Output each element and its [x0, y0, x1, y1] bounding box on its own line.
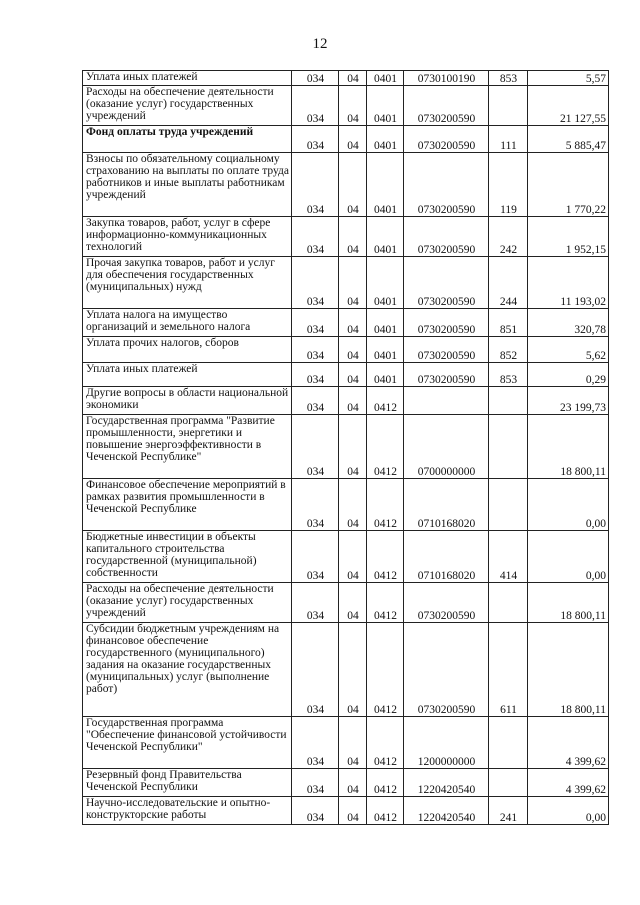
amount-cell: 5,57 [528, 71, 609, 86]
ministry-code-cell: 034 [292, 415, 339, 479]
amount-cell: 21 127,55 [528, 86, 609, 126]
amount-cell: 18 800,11 [528, 623, 609, 717]
section-code-cell: 04 [339, 623, 367, 717]
expense-type-cell: 241 [489, 797, 528, 825]
table-row [83, 479, 609, 531]
amount-cell: 0,29 [528, 363, 609, 387]
ministry-code-cell: 034 [292, 387, 339, 415]
subsection-code-cell: 0401 [367, 363, 404, 387]
expense-type-cell: 244 [489, 257, 528, 309]
amount-cell: 4 399,62 [528, 769, 609, 797]
section-code-cell: 04 [339, 415, 367, 479]
subsection-code-cell: 0401 [367, 217, 404, 257]
amount-cell: 23 199,73 [528, 387, 609, 415]
ministry-code-cell: 034 [292, 623, 339, 717]
target-article-cell: 0730200590 [404, 583, 489, 623]
subsection-code-cell: 0401 [367, 337, 404, 363]
ministry-code-cell: 034 [292, 309, 339, 337]
target-article-cell: 0730200590 [404, 337, 489, 363]
table-row [83, 583, 609, 623]
table-row [83, 387, 609, 415]
section-code-cell: 04 [339, 363, 367, 387]
table-row [83, 309, 609, 337]
table-row [83, 337, 609, 363]
ministry-code-cell: 034 [292, 257, 339, 309]
row-name-cell: Расходы на обеспечение деятельности (оказание услуг) государственных учреждений [83, 583, 292, 623]
subsection-code-cell: 0401 [367, 309, 404, 337]
section-code-cell: 04 [339, 257, 367, 309]
table-row [83, 86, 609, 126]
subsection-code-cell: 0401 [367, 86, 404, 126]
target-article-cell: 0730200590 [404, 153, 489, 217]
table-row [83, 217, 609, 257]
subsection-code-cell: 0412 [367, 769, 404, 797]
section-code-cell: 04 [339, 583, 367, 623]
section-code-cell: 04 [339, 387, 367, 415]
expense-type-cell: 414 [489, 531, 528, 583]
section-code-cell: 04 [339, 337, 367, 363]
target-article-cell: 1220420540 [404, 769, 489, 797]
row-name-cell: Субсидии бюджетным учреждениям на финансовое обеспечение государственного (муниципального) задания на оказание государственных (муниципальных) услуг (выполнение работ) [83, 623, 292, 717]
row-name-cell: Прочая закупка товаров, работ и услуг для обеспечения государственных (муниципальных) нужд [83, 257, 292, 309]
table-body [83, 71, 609, 825]
row-name-cell: Уплата прочих налогов, сборов [83, 337, 292, 363]
expense-type-cell [489, 583, 528, 623]
ministry-code-cell: 034 [292, 337, 339, 363]
section-code-cell: 04 [339, 717, 367, 769]
section-code-cell: 04 [339, 71, 367, 86]
expense-type-cell: 111 [489, 126, 528, 153]
section-code-cell: 04 [339, 217, 367, 257]
ministry-code-cell: 034 [292, 217, 339, 257]
row-name-cell: Государственная программа "Обеспечение финансовой устойчивости Чеченской Республики" [83, 717, 292, 769]
subsection-code-cell: 0412 [367, 583, 404, 623]
amount-cell: 0,00 [528, 531, 609, 583]
subsection-code-cell: 0412 [367, 717, 404, 769]
row-name-cell: Уплата иных платежей [83, 363, 292, 387]
row-name-cell: Бюджетные инвестиции в объекты капитального строительства государственной (муниципальной) собственности [83, 531, 292, 583]
ministry-code-cell: 034 [292, 363, 339, 387]
target-article-cell: 0730200590 [404, 363, 489, 387]
expense-type-cell: 853 [489, 71, 528, 86]
expense-type-cell [489, 769, 528, 797]
row-name-cell: Уплата налога на имущество организаций и земельного налога [83, 309, 292, 337]
table-row [83, 717, 609, 769]
target-article-cell: 0730200590 [404, 257, 489, 309]
row-name-cell: Уплата иных платежей [83, 71, 292, 86]
ministry-code-cell: 034 [292, 153, 339, 217]
section-code-cell: 04 [339, 531, 367, 583]
budget-table [82, 70, 609, 825]
row-name-cell: Другие вопросы в области национальной экономики [83, 387, 292, 415]
target-article-cell: 1200000000 [404, 717, 489, 769]
subsection-code-cell: 0412 [367, 479, 404, 531]
ministry-code-cell: 034 [292, 583, 339, 623]
table-row [83, 531, 609, 583]
subsection-code-cell: 0412 [367, 623, 404, 717]
subsection-code-cell: 0401 [367, 153, 404, 217]
expense-type-cell: 851 [489, 309, 528, 337]
subsection-code-cell: 0412 [367, 387, 404, 415]
table-row [83, 257, 609, 309]
table-row [83, 126, 609, 153]
amount-cell: 1 770,22 [528, 153, 609, 217]
expense-type-cell [489, 479, 528, 531]
amount-cell: 320,78 [528, 309, 609, 337]
table-row [83, 153, 609, 217]
target-article-cell: 0730200590 [404, 623, 489, 717]
row-name-cell: Расходы на обеспечение деятельности (оказание услуг) государственных учреждений [83, 86, 292, 126]
page-number: 12 [312, 36, 328, 52]
subsection-code-cell: 0412 [367, 415, 404, 479]
ministry-code-cell: 034 [292, 479, 339, 531]
target-article-cell: 0730100190 [404, 71, 489, 86]
target-article-cell: 0730200590 [404, 86, 489, 126]
ministry-code-cell: 034 [292, 797, 339, 825]
amount-cell: 0,00 [528, 797, 609, 825]
row-name-cell: Научно-исследовательские и опытно-конструкторские работы [83, 797, 292, 825]
section-code-cell: 04 [339, 769, 367, 797]
subsection-code-cell: 0401 [367, 126, 404, 153]
table-row [83, 71, 609, 86]
amount-cell: 1 952,15 [528, 217, 609, 257]
amount-cell: 18 800,11 [528, 415, 609, 479]
expense-type-cell: 852 [489, 337, 528, 363]
section-code-cell: 04 [339, 153, 367, 217]
row-name-cell: Резервный фонд Правительства Чеченской Республики [83, 769, 292, 797]
subsection-code-cell: 0401 [367, 257, 404, 309]
row-name-cell: Закупка товаров, работ, услуг в сфере информационно-коммуникационных технологий [83, 217, 292, 257]
section-code-cell: 04 [339, 86, 367, 126]
ministry-code-cell: 034 [292, 86, 339, 126]
expense-type-cell: 853 [489, 363, 528, 387]
row-name-cell: Взносы по обязательному социальному страхованию на выплаты по оплате труда работников и иные выплаты работникам учреждений [83, 153, 292, 217]
ministry-code-cell: 034 [292, 71, 339, 86]
amount-cell: 5 885,47 [528, 126, 609, 153]
expense-type-cell [489, 86, 528, 126]
expense-type-cell: 119 [489, 153, 528, 217]
section-code-cell: 04 [339, 797, 367, 825]
target-article-cell: 0710168020 [404, 531, 489, 583]
table-row [83, 797, 609, 825]
amount-cell: 4 399,62 [528, 717, 609, 769]
table-row [83, 415, 609, 479]
subsection-code-cell: 0401 [367, 71, 404, 86]
amount-cell: 11 193,02 [528, 257, 609, 309]
amount-cell: 5,62 [528, 337, 609, 363]
expense-type-cell [489, 387, 528, 415]
expense-type-cell: 242 [489, 217, 528, 257]
amount-cell: 18 800,11 [528, 583, 609, 623]
target-article-cell: 0730200590 [404, 126, 489, 153]
target-article-cell: 1220420540 [404, 797, 489, 825]
target-article-cell: 0710168020 [404, 479, 489, 531]
expense-type-cell: 611 [489, 623, 528, 717]
target-article-cell [404, 387, 489, 415]
row-name-cell: Фонд оплаты труда учреждений [83, 126, 292, 153]
target-article-cell: 0700000000 [404, 415, 489, 479]
subsection-code-cell: 0412 [367, 531, 404, 583]
amount-cell: 0,00 [528, 479, 609, 531]
section-code-cell: 04 [339, 126, 367, 153]
ministry-code-cell: 034 [292, 126, 339, 153]
target-article-cell: 0730200590 [404, 309, 489, 337]
target-article-cell: 0730200590 [404, 217, 489, 257]
expense-type-cell [489, 415, 528, 479]
table-row [83, 769, 609, 797]
section-code-cell: 04 [339, 479, 367, 531]
section-code-cell: 04 [339, 309, 367, 337]
subsection-code-cell: 0412 [367, 797, 404, 825]
table-row [83, 623, 609, 717]
expense-type-cell [489, 717, 528, 769]
ministry-code-cell: 034 [292, 717, 339, 769]
ministry-code-cell: 034 [292, 769, 339, 797]
ministry-code-cell: 034 [292, 531, 339, 583]
table-row [83, 363, 609, 387]
row-name-cell: Государственная программа "Развитие промышленности, энергетики и повышение энергоэффективности в Чеченской Республике" [83, 415, 292, 479]
row-name-cell: Финансовое обеспечение мероприятий в рамках развития промышленности в Чеченской Республике [83, 479, 292, 531]
